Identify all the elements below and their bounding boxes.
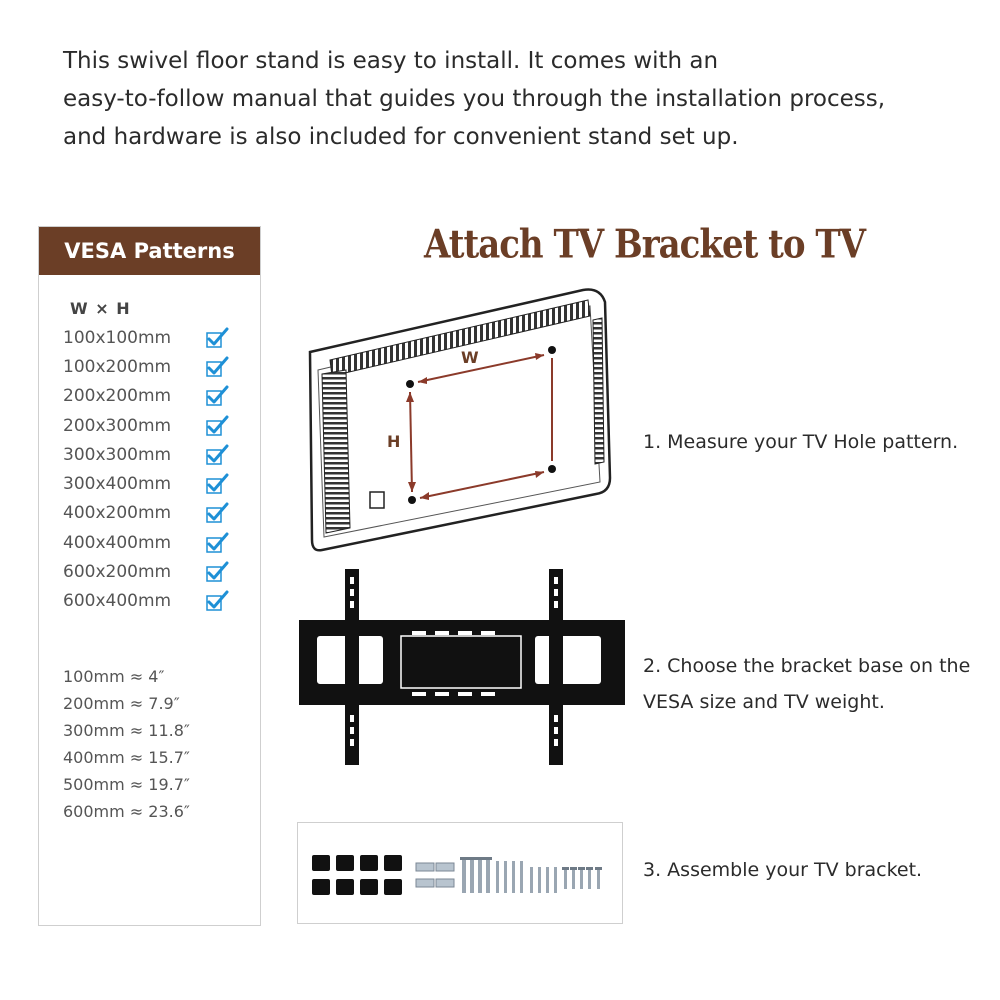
checkbox-checked-icon (205, 327, 229, 349)
vesa-size-label: 600x400mm (63, 591, 172, 612)
checkbox-checked-icon (205, 473, 229, 495)
vesa-size-item (63, 411, 229, 440)
vesa-size-item (63, 528, 229, 557)
vesa-size-item (63, 587, 229, 616)
step-2-line: VESA size and TV weight. (643, 691, 885, 713)
vesa-patterns-panel (38, 226, 261, 926)
checkbox-checked-icon (205, 444, 229, 466)
vesa-size-item (63, 323, 229, 352)
vesa-size-label: 300x400mm (63, 474, 172, 495)
vesa-size-label: 100x200mm (63, 356, 172, 377)
checkbox-checked-icon (205, 415, 229, 437)
vesa-size-label: 400x200mm (63, 503, 172, 524)
step-2-line: 2. Choose the bracket base on the (643, 655, 971, 677)
vesa-panel-header: VESA Patterns (39, 227, 260, 275)
vesa-size-label: 200x200mm (63, 386, 172, 407)
hardware-kit-illustration (298, 823, 622, 923)
tv-back-illustration (300, 282, 635, 572)
conversion-item: 100mm ≈ 4″ (63, 667, 165, 686)
vesa-size-item (63, 469, 229, 498)
conversion-item: 300mm ≈ 11.8″ (63, 721, 190, 740)
vesa-size-label: 600x200mm (63, 562, 172, 583)
vesa-size-label: 300x300mm (63, 444, 172, 465)
section-title: Attach TV Bracket to TV (424, 222, 866, 268)
checkbox-checked-icon (205, 561, 229, 583)
bracket-illustration (295, 565, 630, 770)
width-label: W (461, 348, 479, 367)
vesa-size-item (63, 440, 229, 469)
vesa-size-item (63, 557, 229, 586)
checkbox-checked-icon (205, 532, 229, 554)
vesa-size-label: 100x100mm (63, 327, 172, 348)
height-label: H (387, 432, 401, 451)
step-2-text (643, 648, 970, 720)
step-3-text: 3. Assemble your TV bracket. (643, 859, 923, 881)
vesa-size-label: 200x300mm (63, 415, 172, 436)
vesa-size-item (63, 382, 229, 411)
intro-line: This swivel floor stand is easy to install. It comes with an (63, 48, 719, 74)
conversion-list (63, 663, 190, 825)
conversion-item: 600mm ≈ 23.6″ (63, 802, 190, 821)
checkbox-checked-icon (205, 590, 229, 612)
vesa-size-label: 400x400mm (63, 532, 172, 553)
conversion-item: 500mm ≈ 19.7″ (63, 775, 190, 794)
step-1-text: 1. Measure your TV Hole pattern. (643, 431, 959, 453)
intro-line: and hardware is also included for convenient stand set up. (63, 124, 739, 150)
checkbox-checked-icon (205, 356, 229, 378)
hardware-kit-box (297, 822, 623, 924)
intro-paragraph (63, 42, 983, 156)
vesa-size-item (63, 499, 229, 528)
checkbox-checked-icon (205, 385, 229, 407)
vesa-size-list (63, 323, 229, 616)
intro-line: easy-to-follow manual that guides you through the installation process, (63, 86, 886, 112)
vesa-size-item (63, 352, 229, 381)
checkbox-checked-icon (205, 502, 229, 524)
dimensions-label: W × H (70, 299, 131, 318)
conversion-item: 200mm ≈ 7.9″ (63, 694, 180, 713)
conversion-item: 400mm ≈ 15.7″ (63, 748, 190, 767)
